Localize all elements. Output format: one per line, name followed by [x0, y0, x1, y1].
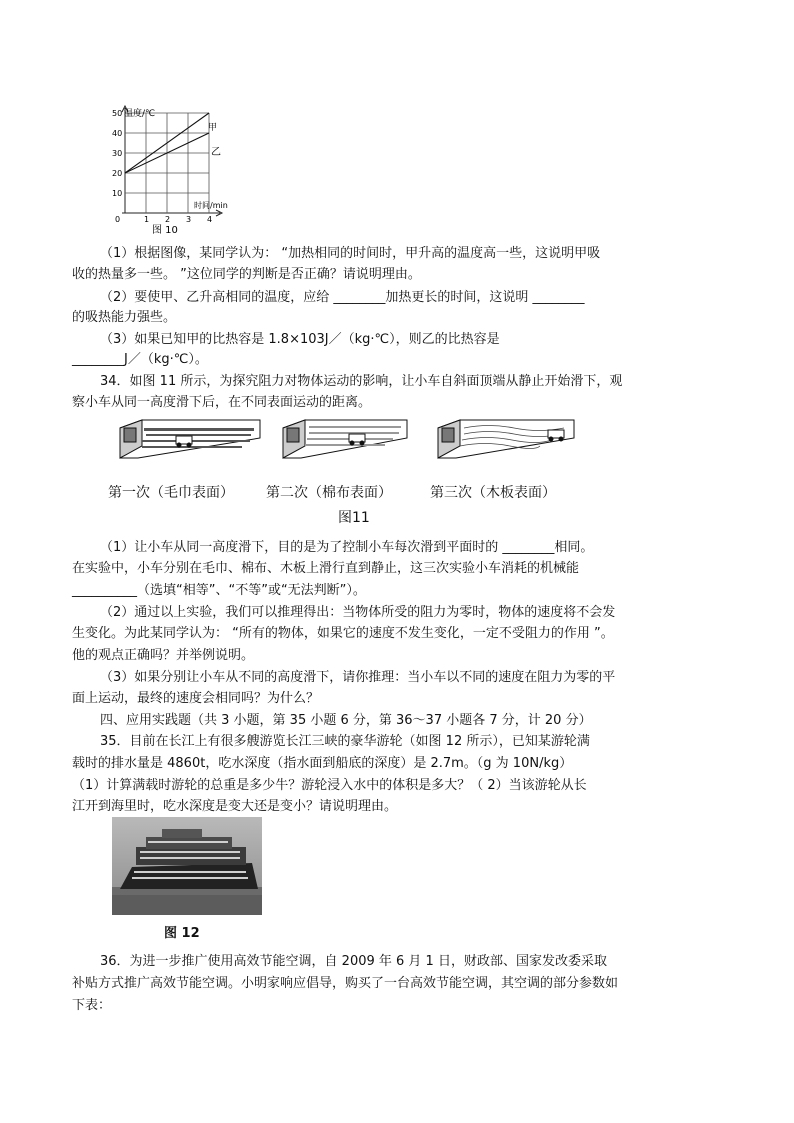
x-tick-labels — [115, 215, 212, 224]
y-tick-label: 10 — [112, 189, 123, 198]
y-tick-label: 20 — [112, 169, 123, 178]
y-tick-label: 30 — [112, 149, 123, 158]
series-label-jia: 甲 — [208, 123, 218, 133]
q34-line-9: （3）如果分别让小车从不同的高度滑下，请你推理：当小车以不同的速度在阻力为零的平 — [100, 670, 616, 685]
q35-line-3: （1）计算满载时游轮的总重是多少牛？游轮浸入水中的体积是多大？（ 2）当该游轮从长 — [72, 778, 587, 793]
y-tick-labels — [112, 109, 122, 198]
q36-line-3: 下表： — [72, 998, 112, 1013]
ramp-3-wood — [438, 420, 574, 458]
q33-line-2: 收的热量多一些。 ”这位同学的判断是否正确？请说明理由。 — [72, 267, 421, 282]
x-tick-label: 0 — [115, 215, 121, 224]
q35-line-1: 35．目前在长江上有很多艘游览长江三峡的豪华游轮（如图 12 所示），已知某游轮满 — [100, 734, 590, 749]
fig12-caption: 图 12 — [164, 926, 200, 941]
q33-line-1: （1）根据图像，某同学认为： “加热相同的时间时，甲升高的温度高一些，这说明甲吸 — [100, 246, 601, 261]
fig11-caption: 图11 — [338, 510, 370, 526]
figure-11-ramps — [112, 416, 582, 466]
x-tick-label: 4 — [207, 215, 213, 224]
y-tick-label: 50 — [112, 109, 123, 118]
x-tick-label: 1 — [144, 215, 150, 224]
fig11-caption-1: 第一次（毛巾表面） — [108, 485, 234, 501]
figure-12-cruise-ship-photo — [112, 817, 262, 915]
ramp-2-cotton — [283, 420, 407, 458]
q35-line-4: 江开到海里时，吃水深度是变大还是变小？请说明理由。 — [72, 799, 398, 814]
q34-line-7: 生变化。为此某同学认为： “所有的物体，如果它的速度不发生变化，一定不受阻力的作用 ”。 — [72, 626, 614, 641]
fig11-caption-3: 第三次（木板表面） — [430, 485, 556, 501]
q33-line-5: （3）如果已知甲的比热容是 1.8×103J／（kg·℃），则乙的比热容是 — [100, 332, 500, 347]
x-tick-label: 2 — [165, 215, 171, 224]
q33-line-4: 的吸热能力强些。 — [72, 310, 177, 325]
figure-10-caption: 图 10 — [152, 225, 178, 235]
q35-line-2: 载时的排水量是 4860t，吃水深度（指水面到船底的深度）是 2.7m。（g 为 10N/kg） — [72, 756, 573, 771]
q34-line-8: 他的观点正确吗？并举例说明。 — [72, 648, 255, 663]
q33-line-3: （2）要使甲、乙升高相同的温度，应给 ________加热更长的时间，这说明 ________ — [100, 290, 585, 305]
q33-line-6: ________J／（kg·℃）。 — [72, 352, 208, 367]
figure-10-chart — [110, 100, 230, 235]
grid — [125, 113, 209, 213]
q34-line-5: __________（选填“相等”、“不等”或“无法判断”）。 — [72, 583, 366, 598]
q34-line-1: 34．如图 11 所示，为探究阻力对物体运动的影响，让小车自斜面顶端从静止开始滑下，观 — [100, 374, 623, 389]
series-label-yi: 乙 — [211, 147, 221, 158]
q34-line-10: 面上运动，最终的速度会相同吗？为什么？ — [72, 691, 320, 706]
x-axis-label: 时间/min — [194, 201, 228, 210]
fig11-caption-2: 第二次（棉布表面） — [266, 485, 392, 501]
section-4-header: 四、应用实践题（共 3 小题，第 35 小题 6 分，第 36～37 小题各 7 分，计 20 分） — [100, 713, 592, 728]
q36-line-2: 补贴方式推广高效节能空调。小明家响应倡导，购买了一台高效节能空调，其空调的部分参数如 — [72, 976, 619, 991]
q34-line-3: （1）让小车从同一高度滑下，目的是为了控制小车每次滑到平面时的 ________相同。 — [100, 540, 594, 555]
y-tick-label: 40 — [112, 129, 123, 138]
q34-line-4: 在实验中，小车分别在毛巾、棉布、木板上滑行直到静止，这三次实验小车消耗的机械能 — [72, 561, 580, 576]
q34-line-6: （2）通过以上实验，我们可以推理得出：当物体所受的阻力为零时，物体的速度将不会发 — [100, 605, 616, 620]
axes — [122, 106, 222, 216]
x-tick-label: 3 — [186, 215, 192, 224]
y-axis-label: 温度/℃ — [124, 109, 156, 119]
q34-line-2: 察小车从同一高度滑下后，在不同表面运动的距离。 — [72, 395, 372, 410]
ramp-1-towel — [120, 420, 260, 458]
q36-line-1: 36．为进一步推广使用高效节能空调，自 2009 年 6 月 1 日，财政部、国家发改委采取 — [100, 954, 607, 969]
